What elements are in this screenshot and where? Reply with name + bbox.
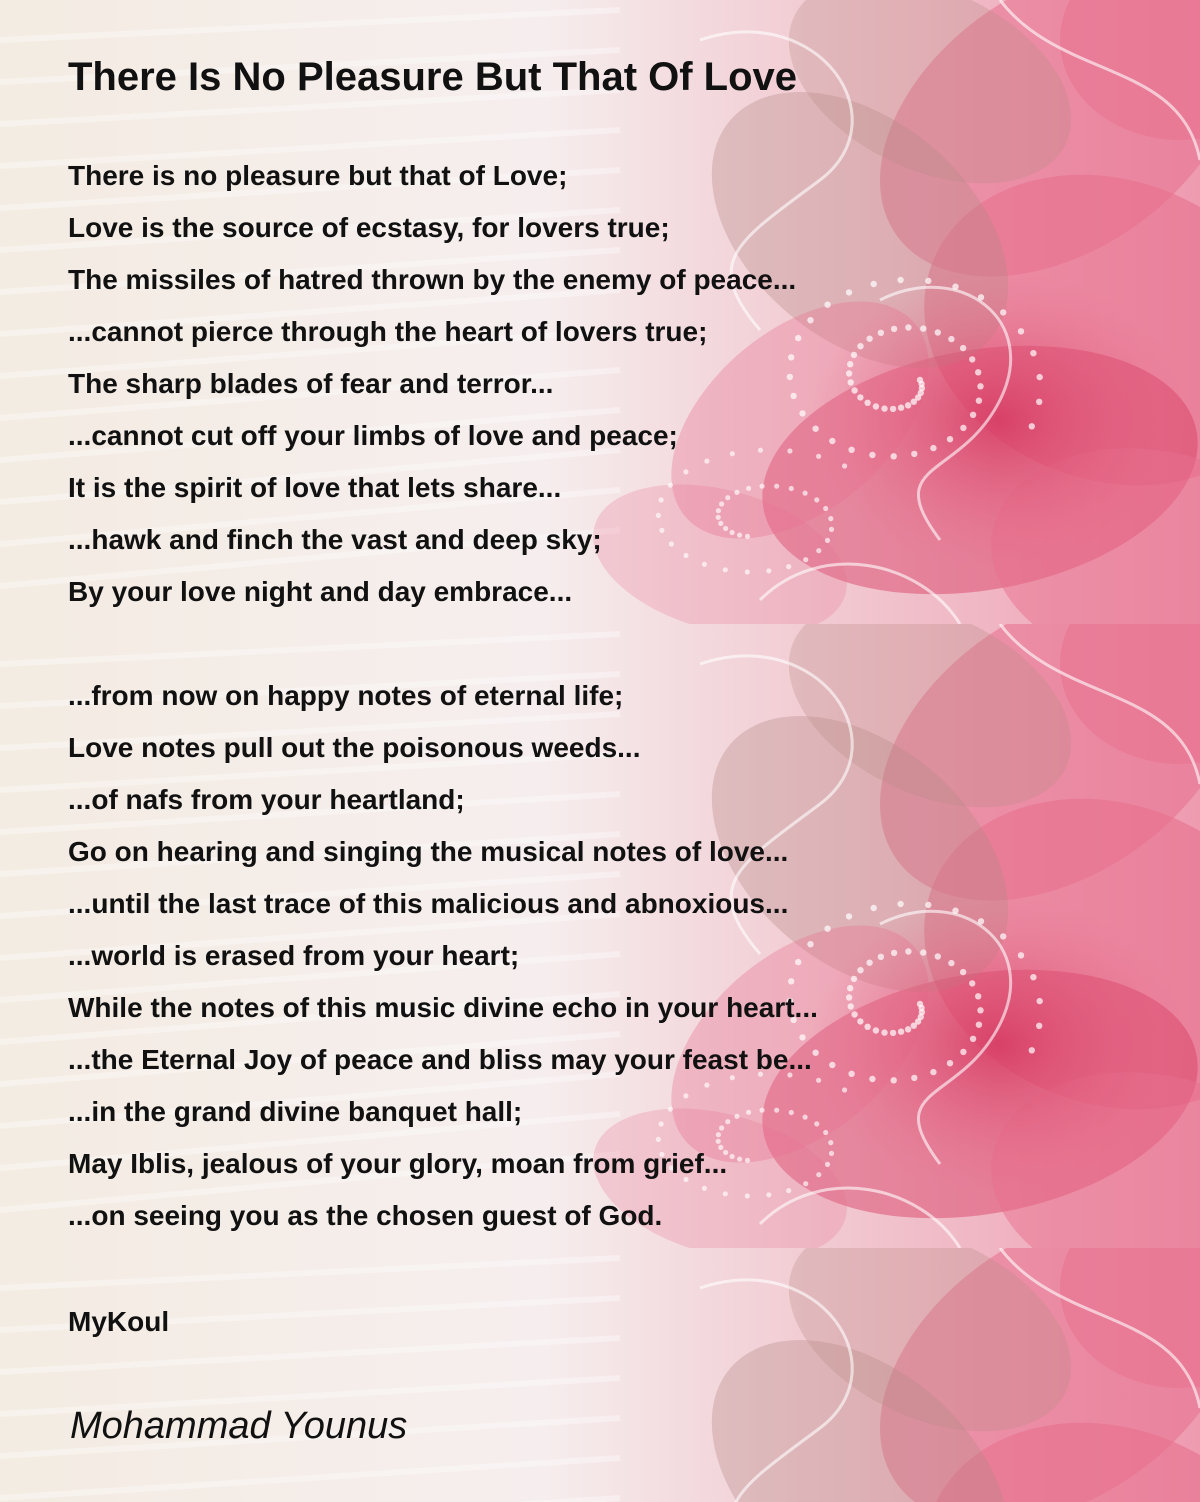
poem-line: ...in the grand divine banquet hall; bbox=[68, 1096, 523, 1127]
poem-line: ...cannot pierce through the heart of lovers true; bbox=[68, 316, 708, 347]
poem-line: ...world is erased from your heart; bbox=[68, 940, 520, 971]
poem-line: ...until the last trace of this malicious and abnoxious... bbox=[68, 888, 789, 919]
poem-line: By your love night and day embrace... bbox=[68, 576, 573, 607]
poem-line: Go on hearing and singing the musical notes of love... bbox=[68, 836, 789, 867]
poem-line: ...hawk and finch the vast and deep sky; bbox=[68, 524, 602, 555]
poem-line: ...of nafs from your heartland; bbox=[68, 784, 465, 815]
poem-line: ...cannot cut off your limbs of love and peace; bbox=[68, 420, 678, 451]
poem-line: ...from now on happy notes of eternal life; bbox=[68, 680, 624, 711]
poem-line: May Iblis, jealous of your glory, moan from grief... bbox=[68, 1148, 728, 1179]
poem-line: ...the Eternal Joy of peace and bliss may your feast be... bbox=[68, 1044, 812, 1075]
poem-line: It is the spirit of love that lets share... bbox=[68, 472, 562, 503]
poem-line: While the notes of this music divine echo in your heart... bbox=[68, 992, 818, 1023]
floral-pattern-icon bbox=[0, 1248, 1200, 1502]
floral-background-band-3 bbox=[0, 1248, 1200, 1502]
stanza-1 bbox=[68, 150, 796, 618]
author-name: Mohammad Younus bbox=[70, 1405, 408, 1447]
poem-line: The missiles of hatred thrown by the enemy of peace... bbox=[68, 264, 797, 295]
stanza-2 bbox=[68, 670, 818, 1242]
poem-line: ...on seeing you as the chosen guest of God. bbox=[68, 1200, 663, 1231]
poem-line: The sharp blades of fear and terror... bbox=[68, 368, 554, 399]
pen-name: MyKoul bbox=[68, 1306, 170, 1337]
poem-line: There is no pleasure but that of Love; bbox=[68, 160, 568, 191]
poem-title: There Is No Pleasure But That Of Love bbox=[68, 55, 798, 99]
poem-line: Love is the source of ecstasy, for lovers true; bbox=[68, 212, 670, 243]
poem-line: Love notes pull out the poisonous weeds... bbox=[68, 732, 641, 763]
